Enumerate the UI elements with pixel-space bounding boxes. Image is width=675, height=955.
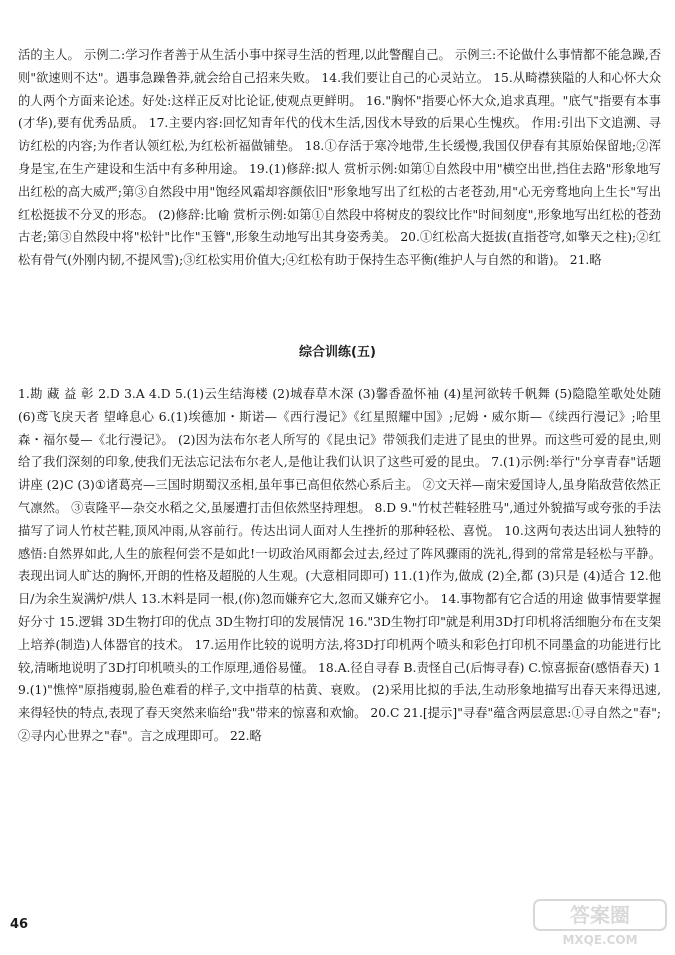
answer-paragraph-previous-section xyxy=(18,44,661,272)
answer-text-section-five: 1.勘 藏 益 彰 2.D 3.A 4.D 5.(1)云生结海楼 (2)城春草木深 (3)馨香盈怀袖 (4)星河欲转千帆舞 (5)隐隐笙歌处处随 (6)鸢飞戾天者 望峰息心 6.(1)埃德加・斯诺—《西行漫记》《红星照耀中国》;尼姆・威尔斯—《续西行漫记》;哈里森・福尔曼—《北行漫记》。 (2)因为法布尔老人所写的《昆虫记》带领我们走进了昆虫的世界。而这些可爱的昆虫,则给了我们深刻的印象,使我们无法忘记法布尔老人,是他让我们认识了这些可爱的昆虫。 7.(1)示例:举行"分享青春"话题讲座 (2)C (3)①诸葛亮—三国时期蜀汉丞相,虽年事已高但依然心系后主。 ②文天祥—南宋爱国诗人,虽身陷敌营依然正气凛然。 ③袁隆平—杂交水稻之父,虽屡遭打击但依然坚持理想。 8.D 9."竹杖芒鞋轻胜马",通过外貌描写或夸张的手法描写了词人竹杖芒鞋,顶风冲雨,从容前行。传达出词人面对人生挫折的那种轻松、喜悦。 10.这两句表达出词人独特的感悟:自然界如此,人生的旅程何尝不是如此!一切政治风雨都会过去,经过了阵风骤雨的洗礼,得到的常常是轻松与平静。表现出词人旷达的胸怀,开朗的性格及超脱的人生观。(大意相同即可) 11.(1)作为,做成 (2)全,都 (3)只是 (4)适合 12.他日/为余生炭满炉/烘人 13.木料是同一根,(你)忽而嫌弃它大,忽而又嫌弃它小。 14.事物都有它合适的用途 做事情要掌握好分寸 15.逻辑 3D生物打印的优点 3D生物打印的发展情况 16."3D生物打印"就是利用3D打印机将活细胞分布在支架上培养(制造)人体器官的技术。 17.运用作比较的说明方法,将3D打印机两个喷头和彩色打印机不同墨盒的功能进行比较,清晰地说明了3D打印机喷头的工作原理,通俗易懂。 18.A.径自寻春 B.责怪自己(后悔寻春) C.惊喜振奋(感悟春天) 19.(1)"憔悴"原指瘦弱,脸色难看的样子,文中指草的枯黄、衰败。 (2)采用比拟的手法,生动形象地描写出春天来得迅速,来得轻快的特点,表现了春天突然来临给"我"带来的惊喜和欢愉。 20.C 21.[提示]"寻春"蕴含两层意思:①寻自然之"春";②寻内心世界之"春"。言之成理即可。 22.略 xyxy=(18,387,661,743)
answer-paragraph-section-five xyxy=(18,383,661,748)
section-heading: 综合训练(五) xyxy=(299,345,376,360)
watermark-logo xyxy=(532,898,668,948)
watermark-domain: MXQE.COM xyxy=(562,933,638,947)
answer-text-previous-section: 活的主人。 示例二:学习作者善于从生活小事中探寻生活的哲理,以此警醒自己。 示例三:不论做什么事情都不能急躁,否则"欲速则不达"。遇事急躁鲁莽,就会给自己招来失败。 14.我们要让自己的心灵站立。 15.从畸襟狭隘的人和心怀大众的人两个方面来论述。好处:这样正反对比论证,使观点更鲜明。 16."胸怀"指要心怀大众,追求真理。"底气"指要有本事(才华),要有优秀品质。 17.主要内容:回忆知青年代的伐木生活,因伐木导致的后果心生愧疚。 作用:引出下文追溯、寻访红松的内容;为作者认领红松,为红松祈福做铺垫。 18.①存活于寒冷地带,生长缓慢,我国仅伊春有其原始保留地;②浑身是宝,在生产建设和生活中有多种用途。 19.(1)修辞:拟人 赏析示例:如第①自然段中用"横空出世,挡住去路"形象地写出红松的高大威严;第③自然段中用"饱经风霜却容颜依旧"形象地写出了红松的古老苍劲,用"心无旁骛地向上生长"写出红松挺拔不分叉的形态。 (2)修辞:比喻 赏析示例:如第①自然段中将树皮的裂纹比作"时间刻度",形象地写出红松的苍劲古老;第③自然段中将"松针"比作"玉簪",形象生动地写出其身姿秀美。 20.①红松高大挺拔(直指苍穹,如擎天之柱);②红松有骨气(外刚内韧,不提风雪);③红松实用价值大;④红松有助于保持生态平衡(维护人与自然的和谐)。 21.略 xyxy=(18,48,661,268)
page-number: 46 xyxy=(10,917,29,932)
watermark-title: 答案圈 xyxy=(570,903,630,927)
